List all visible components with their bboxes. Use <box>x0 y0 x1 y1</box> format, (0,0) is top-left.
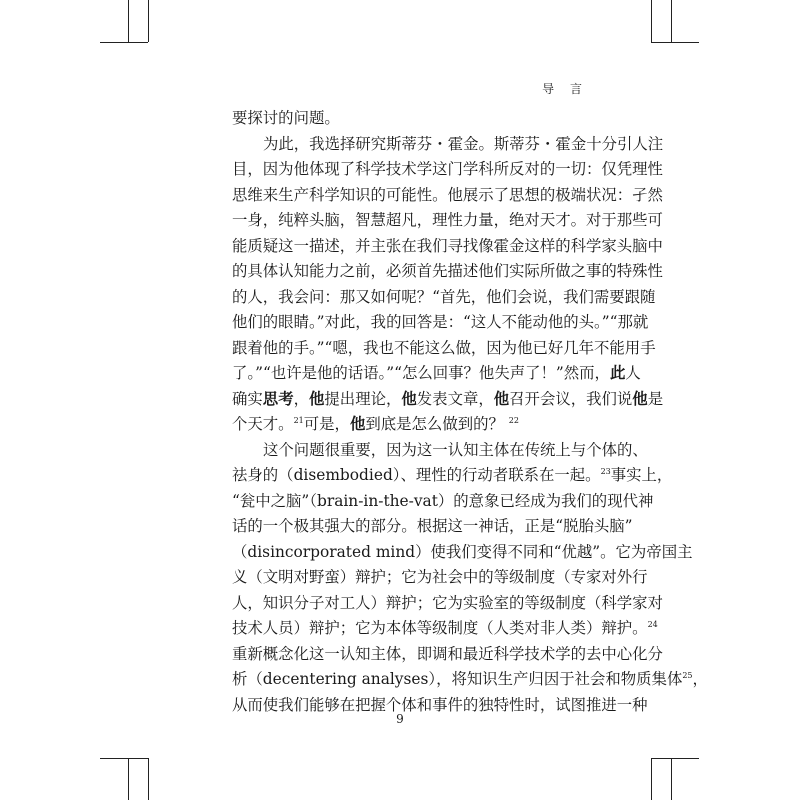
crop-mark-bottom-left-horizontal <box>100 758 148 759</box>
text-run: 确实 <box>232 389 263 408</box>
crop-mark-top-left-vertical-2 <box>148 0 149 42</box>
emphasis: 此 <box>609 364 626 382</box>
text-line <box>232 463 673 489</box>
text-line: 的具体认知能力之前，必须首先描述他们实际所做之事的特殊性 <box>232 262 663 280</box>
emphasis: 他 <box>632 389 648 408</box>
emphasis: 他 <box>493 389 510 408</box>
text-line: 从而使我们能够在把握个体和事件的独特性时，试图推进一种 <box>232 695 648 714</box>
text-line: 目，因为他体现了科学技术学这门学科所反对的一切：仅凭理性 <box>232 160 663 178</box>
crop-mark-bottom-right-vertical <box>651 758 652 800</box>
text-run: ， <box>293 389 309 408</box>
emphasis: 他 <box>349 415 366 433</box>
footnote-ref: 24 <box>647 619 658 629</box>
text-line <box>232 361 641 387</box>
emphasis: 他 <box>309 389 325 408</box>
text-run: 了。”“也许是他的话语。”“怎么回事？他失声了！”然而， <box>232 364 610 382</box>
text-line: 要探讨的问题。 <box>232 109 340 127</box>
text-line: “瓮中之脑”（brain-in-the-vat）的意象已经成为我们的现代神 <box>232 491 654 510</box>
text-line: 人，知识分子对工人）辩护；它为实验室的等级制度（科学家对 <box>232 593 663 612</box>
crop-mark-bottom-left-vertical <box>128 758 129 800</box>
text-run: 人 <box>625 364 641 382</box>
text-run: 技术人员）辩护；它为本体等级制度（人类对非人类）辩护。 <box>232 619 648 637</box>
text-run: 析（decentering analyses），将知识生产归因于社会和物质集体 <box>232 670 683 688</box>
running-head: 导 言 <box>542 82 588 96</box>
page-number: 9 <box>396 712 404 726</box>
crop-mark-top-right-vertical-2 <box>671 0 672 42</box>
text-run: 个天才。 <box>232 415 294 433</box>
text-line: 为此，我选择研究斯蒂芬・霍金。斯蒂芬・霍金十分引人注 <box>263 134 664 153</box>
text-line <box>232 412 598 438</box>
text-line: 能质疑这一描述，并主张在我们寻找像霍金这样的科学家头脑中 <box>232 236 663 255</box>
text-line: （disincorporated mind）使我们变得不同和“优越”。它为帝国主 <box>232 542 693 561</box>
crop-mark-bottom-right-horizontal <box>651 758 699 759</box>
text-line: 重新概念化这一认知主体，即调和最近科学技术学的去中心化分 <box>232 644 663 663</box>
crop-mark-bottom-left-vertical-2 <box>148 758 149 800</box>
text-line: 这个问题很重要，因为这一认知主体在传统上与个体的、 <box>263 440 648 459</box>
footnote-ref: 21 <box>293 415 304 425</box>
crop-mark-top-left-horizontal <box>100 42 148 43</box>
text-line: 义（文明对野蛮）辩护；它为社会中的等级制度（专家对外行 <box>232 568 648 586</box>
text-run: 祛身的（disembodied）、理性的行动者联系在一起。 <box>232 466 601 484</box>
text-line: 跟着他的手。”“嗯，我也不能这么做，因为他已好几年不能用手 <box>232 338 656 357</box>
text-line <box>232 616 658 642</box>
body-text <box>232 106 708 718</box>
footnote-ref: 23 <box>600 466 611 476</box>
crop-mark-bottom-right-vertical-2 <box>671 758 672 800</box>
text-run: 事实上， <box>610 466 673 484</box>
text-line: 思维来生产科学知识的可能性。他展示了思想的极端状况：孑然 <box>232 185 663 204</box>
crop-mark-top-right-horizontal <box>651 42 699 43</box>
footnote-ref: 25 <box>682 670 693 680</box>
text-line: 他们的眼睛。”对此，我的回答是：“这人不能动他的头。”“那就 <box>232 313 649 331</box>
text-run: 发表文章， <box>416 389 494 408</box>
crop-mark-top-left-vertical <box>128 0 129 42</box>
text-line: 话的一个极其强大的部分。根据这一神话，正是“脱胎头脑” <box>232 517 633 535</box>
text-run: 是 <box>647 389 664 408</box>
text-run: ， <box>692 670 708 688</box>
text-line <box>232 667 708 693</box>
text-run: 到底是怎么做到的？ <box>365 415 504 433</box>
text-line <box>232 387 664 413</box>
footnote-ref: 22 <box>508 415 519 425</box>
emphasis: 思考 <box>262 389 294 408</box>
crop-mark-top-right-vertical <box>651 0 652 42</box>
text-line: 的人，我会问：那又如何呢？“首先，他们会说，我们需要跟随 <box>232 287 656 306</box>
emphasis: 他 <box>401 389 417 408</box>
text-line: 一身，纯粹头脑，智慧超凡，理性力量，绝对天才。对于那些可 <box>232 211 663 229</box>
text-run: 可是， <box>303 415 350 433</box>
text-run: 提出理论， <box>324 389 402 408</box>
text-run: 召开会议，我们说 <box>509 389 633 408</box>
